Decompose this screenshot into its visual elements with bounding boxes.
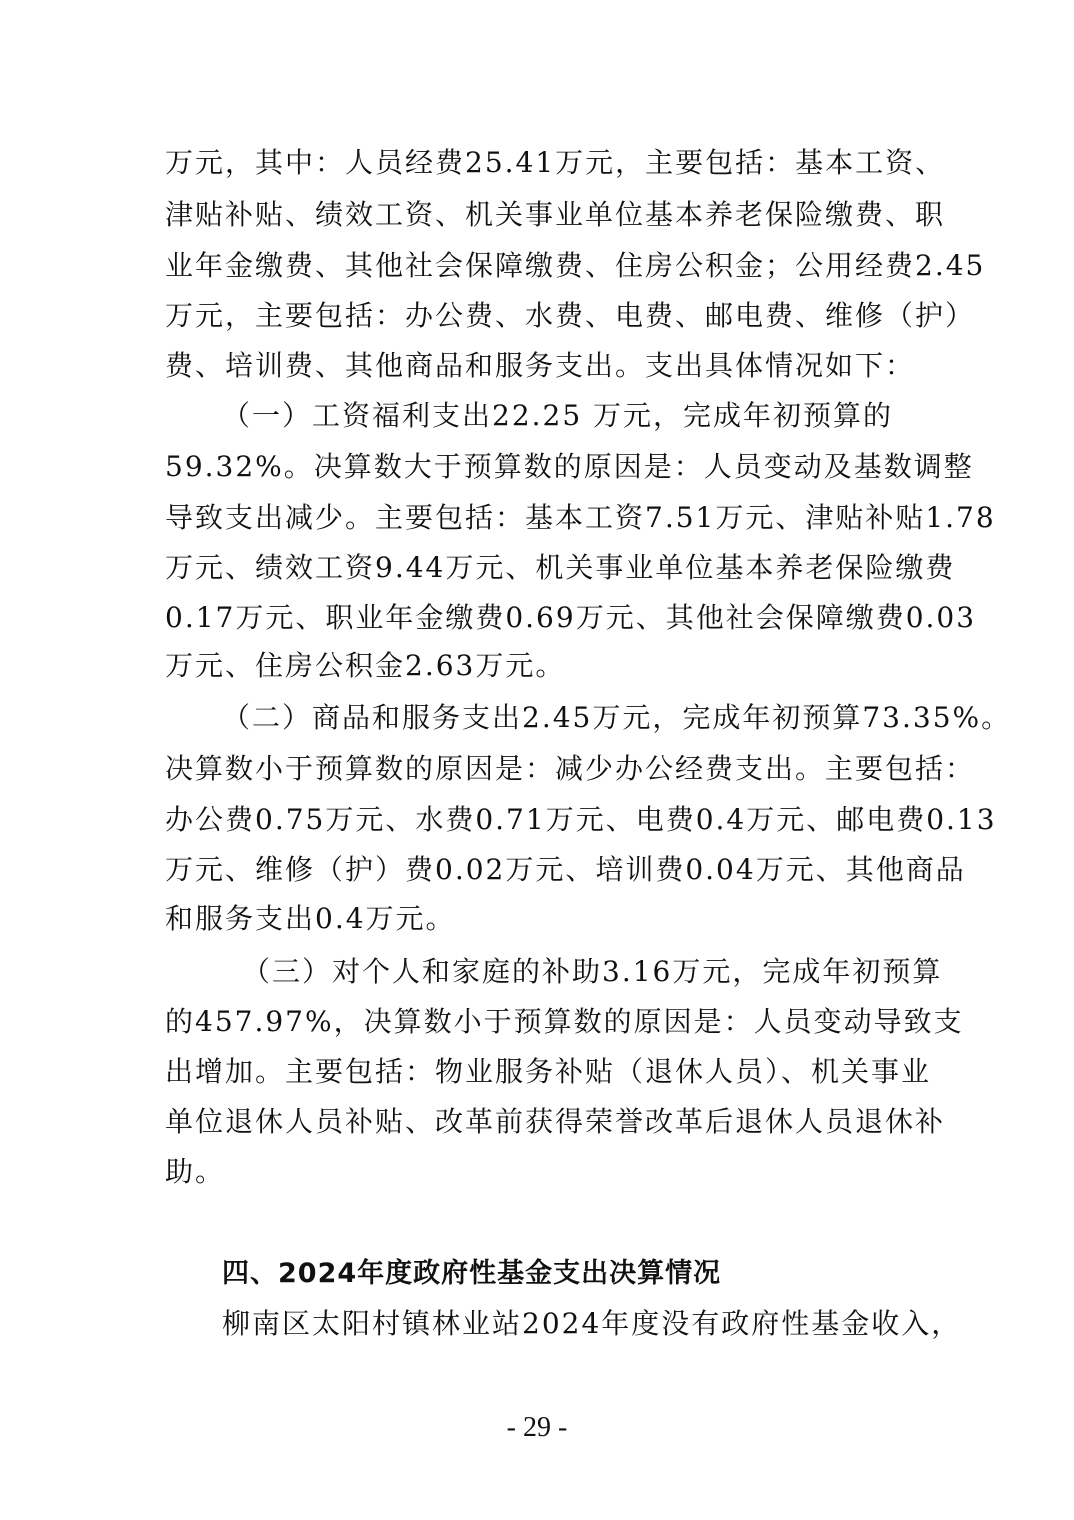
text-line: 业年金缴费、其他社会保障缴费、住房公积金；公用经费2.45 bbox=[165, 249, 986, 282]
text-line: 津贴补贴、绩效工资、机关事业单位基本养老保险缴费、职 bbox=[165, 198, 946, 231]
text-line: 万元、绩效工资9.44万元、机关事业单位基本养老保险缴费 bbox=[165, 551, 956, 584]
section-heading: 四、2024年度政府性基金支出决算情况 bbox=[222, 1258, 722, 1289]
text-line: 的457.97%，决算数小于预算数的原因是：人员变动导致支 bbox=[165, 1005, 964, 1038]
page-number: - 29 - bbox=[506, 1412, 568, 1443]
text-line: 出增加。主要包括：物业服务补贴（退休人员）、机关事业 bbox=[165, 1055, 932, 1088]
text-line: 和服务支出0.4万元。 bbox=[165, 902, 456, 935]
text-line: （二）商品和服务支出2.45万元，完成年初预算73.35%。 bbox=[222, 701, 1012, 734]
text-line: 万元、维修（护）费0.02万元、培训费0.04万元、其他商品 bbox=[165, 853, 966, 886]
text-line: 单位退休人员补贴、改革前获得荣誉改革后退休人员退休补 bbox=[165, 1105, 946, 1138]
text-line: 导致支出减少。主要包括：基本工资7.51万元、津贴补贴1.78 bbox=[165, 501, 996, 534]
text-line: 助。 bbox=[165, 1155, 226, 1188]
text-line: （三）对个人和家庭的补助3.16万元，完成年初预算 bbox=[242, 955, 943, 988]
text-line: 决算数小于预算数的原因是：减少办公经费支出。主要包括： bbox=[165, 752, 976, 785]
text-line: 柳南区太阳村镇林业站2024年度没有政府性基金收入， bbox=[222, 1307, 962, 1340]
text-line: 办公费0.75万元、水费0.71万元、电费0.4万元、邮电费0.13 bbox=[165, 803, 997, 836]
text-line: 万元、住房公积金2.63万元。 bbox=[165, 649, 566, 682]
text-line: 万元，其中：人员经费25.41万元，主要包括：基本工资、 bbox=[165, 146, 946, 179]
text-line: （一）工资福利支出22.25 万元，完成年初预算的 bbox=[222, 399, 894, 432]
text-line: 费、培训费、其他商品和服务支出。支出具体情况如下： bbox=[165, 349, 916, 382]
text-line: 59.32%。决算数大于预算数的原因是：人员变动及基数调整 bbox=[165, 450, 974, 483]
text-line: 万元，主要包括：办公费、水费、电费、邮电费、维修（护） bbox=[165, 299, 976, 332]
text-line: 0.17万元、职业年金缴费0.69万元、其他社会保障缴费0.03 bbox=[165, 601, 977, 634]
